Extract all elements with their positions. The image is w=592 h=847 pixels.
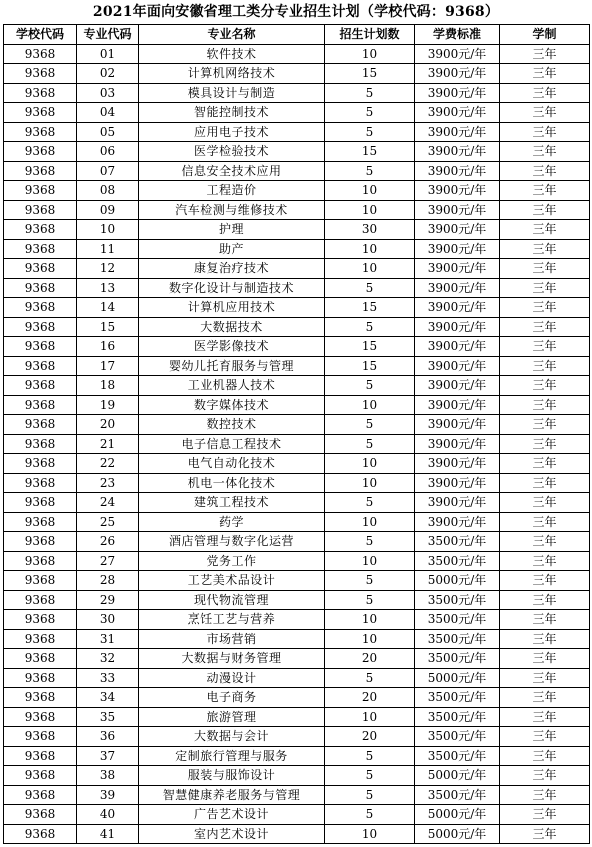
cell-plan-count: 5 [325,122,415,142]
cell-duration: 三年 [500,629,590,649]
table-row [4,532,590,552]
cell-tuition: 3900元/年 [415,103,500,123]
cell-plan-count: 10 [325,551,415,571]
cell-school-code: 9368 [4,629,77,649]
cell-major-name: 烹饪工艺与营养 [139,610,325,630]
cell-duration: 三年 [500,200,590,220]
cell-major-name: 酒店管理与数字化运营 [139,532,325,552]
cell-school-code: 9368 [4,200,77,220]
cell-major-name: 现代物流管理 [139,590,325,610]
table-row [4,727,590,747]
table-row [4,259,590,279]
cell-plan-count: 5 [325,805,415,825]
cell-school-code: 9368 [4,707,77,727]
cell-plan-count: 30 [325,220,415,240]
cell-tuition: 3900元/年 [415,415,500,435]
table-row [4,434,590,454]
cell-school-code: 9368 [4,649,77,669]
cell-duration: 三年 [500,317,590,337]
cell-school-code: 9368 [4,473,77,493]
cell-major-name: 机电一体化技术 [139,473,325,493]
table-row [4,473,590,493]
table-row [4,805,590,825]
cell-major-code: 21 [77,434,139,454]
cell-school-code: 9368 [4,824,77,844]
cell-school-code: 9368 [4,688,77,708]
cell-major-code: 20 [77,415,139,435]
cell-duration: 三年 [500,239,590,259]
cell-duration: 三年 [500,688,590,708]
cell-tuition: 3900元/年 [415,220,500,240]
cell-major-name: 工业机器人技术 [139,376,325,396]
cell-school-code: 9368 [4,785,77,805]
cell-major-code: 33 [77,668,139,688]
cell-duration: 三年 [500,571,590,591]
table-row [4,161,590,181]
cell-major-name: 电气自动化技术 [139,454,325,474]
cell-major-code: 34 [77,688,139,708]
cell-major-name: 汽车检测与维修技术 [139,200,325,220]
cell-tuition: 3500元/年 [415,532,500,552]
table-row [4,200,590,220]
cell-major-code: 11 [77,239,139,259]
cell-plan-count: 5 [325,766,415,786]
cell-school-code: 9368 [4,590,77,610]
cell-plan-count: 5 [325,161,415,181]
cell-major-code: 28 [77,571,139,591]
cell-school-code: 9368 [4,805,77,825]
cell-plan-count: 5 [325,571,415,591]
header-row [4,25,590,45]
cell-major-code: 17 [77,356,139,376]
cell-major-name: 计算机网络技术 [139,64,325,84]
cell-tuition: 3900元/年 [415,298,500,318]
cell-tuition: 3900元/年 [415,122,500,142]
cell-tuition: 5000元/年 [415,805,500,825]
cell-tuition: 3900元/年 [415,512,500,532]
cell-major-name: 室内艺术设计 [139,824,325,844]
cell-plan-count: 10 [325,512,415,532]
cell-school-code: 9368 [4,766,77,786]
cell-duration: 三年 [500,590,590,610]
table-row [4,688,590,708]
cell-plan-count: 10 [325,200,415,220]
table-row [4,395,590,415]
cell-major-name: 服装与服饰设计 [139,766,325,786]
cell-school-code: 9368 [4,727,77,747]
cell-major-name: 数控技术 [139,415,325,435]
cell-tuition: 5000元/年 [415,668,500,688]
table-header [4,25,590,45]
cell-school-code: 9368 [4,64,77,84]
cell-duration: 三年 [500,44,590,64]
cell-duration: 三年 [500,707,590,727]
cell-duration: 三年 [500,746,590,766]
cell-duration: 三年 [500,142,590,162]
cell-major-code: 03 [77,83,139,103]
cell-tuition: 3500元/年 [415,610,500,630]
cell-duration: 三年 [500,805,590,825]
table-row [4,142,590,162]
table-row [4,278,590,298]
cell-major-name: 电子商务 [139,688,325,708]
cell-major-name: 应用电子技术 [139,122,325,142]
cell-duration: 三年 [500,493,590,513]
cell-school-code: 9368 [4,278,77,298]
cell-major-name: 模具设计与制造 [139,83,325,103]
cell-plan-count: 5 [325,434,415,454]
cell-plan-count: 15 [325,356,415,376]
cell-duration: 三年 [500,824,590,844]
cell-major-code: 32 [77,649,139,669]
cell-major-name: 大数据与财务管理 [139,649,325,669]
cell-tuition: 3900元/年 [415,44,500,64]
table-row [4,707,590,727]
cell-school-code: 9368 [4,161,77,181]
cell-school-code: 9368 [4,44,77,64]
cell-major-code: 15 [77,317,139,337]
table-row [4,317,590,337]
cell-major-code: 08 [77,181,139,201]
cell-tuition: 3900元/年 [415,395,500,415]
cell-major-name: 旅游管理 [139,707,325,727]
cell-major-code: 25 [77,512,139,532]
table-row [4,571,590,591]
cell-plan-count: 15 [325,64,415,84]
cell-duration: 三年 [500,434,590,454]
cell-major-code: 01 [77,44,139,64]
table-row [4,785,590,805]
cell-school-code: 9368 [4,103,77,123]
cell-school-code: 9368 [4,142,77,162]
cell-plan-count: 5 [325,493,415,513]
cell-major-code: 13 [77,278,139,298]
cell-major-name: 建筑工程技术 [139,493,325,513]
cell-duration: 三年 [500,181,590,201]
cell-major-code: 07 [77,161,139,181]
cell-major-name: 电子信息工程技术 [139,434,325,454]
cell-major-name: 护理 [139,220,325,240]
cell-plan-count: 10 [325,610,415,630]
cell-plan-count: 5 [325,415,415,435]
cell-duration: 三年 [500,551,590,571]
cell-major-code: 37 [77,746,139,766]
cell-tuition: 3900元/年 [415,239,500,259]
table-row [4,590,590,610]
cell-tuition: 3500元/年 [415,688,500,708]
cell-major-name: 婴幼儿托育服务与管理 [139,356,325,376]
cell-plan-count: 10 [325,629,415,649]
cell-duration: 三年 [500,356,590,376]
cell-tuition: 3500元/年 [415,551,500,571]
cell-tuition: 3500元/年 [415,746,500,766]
cell-plan-count: 5 [325,668,415,688]
cell-tuition: 3500元/年 [415,629,500,649]
cell-plan-count: 5 [325,746,415,766]
cell-major-name: 康复治疗技术 [139,259,325,279]
table-row [4,512,590,532]
cell-major-name: 大数据与会计 [139,727,325,747]
cell-tuition: 3500元/年 [415,785,500,805]
cell-tuition: 3900元/年 [415,259,500,279]
cell-plan-count: 5 [325,376,415,396]
cell-plan-count: 20 [325,649,415,669]
table-row [4,376,590,396]
cell-major-code: 05 [77,122,139,142]
cell-plan-count: 10 [325,395,415,415]
cell-plan-count: 10 [325,181,415,201]
cell-school-code: 9368 [4,376,77,396]
cell-tuition: 3900元/年 [415,161,500,181]
cell-tuition: 3500元/年 [415,727,500,747]
cell-duration: 三年 [500,161,590,181]
table-body [4,44,590,844]
table-row [4,44,590,64]
cell-major-code: 04 [77,103,139,123]
cell-plan-count: 10 [325,707,415,727]
table-row [4,610,590,630]
cell-tuition: 3900元/年 [415,181,500,201]
table-row [4,83,590,103]
cell-duration: 三年 [500,122,590,142]
cell-plan-count: 5 [325,785,415,805]
cell-tuition: 5000元/年 [415,824,500,844]
cell-school-code: 9368 [4,532,77,552]
cell-major-code: 18 [77,376,139,396]
cell-tuition: 3900元/年 [415,337,500,357]
table-row [4,766,590,786]
cell-school-code: 9368 [4,239,77,259]
cell-tuition: 3900元/年 [415,473,500,493]
cell-major-code: 10 [77,220,139,240]
cell-duration: 三年 [500,512,590,532]
cell-tuition: 3500元/年 [415,649,500,669]
header-school-code: 学校代码 [4,25,77,45]
cell-school-code: 9368 [4,122,77,142]
table-row [4,103,590,123]
cell-major-name: 医学检验技术 [139,142,325,162]
cell-school-code: 9368 [4,220,77,240]
header-tuition: 学费标准 [415,25,500,45]
header-major-code: 专业代码 [77,25,139,45]
cell-plan-count: 5 [325,83,415,103]
cell-school-code: 9368 [4,551,77,571]
cell-major-code: 14 [77,298,139,318]
cell-school-code: 9368 [4,415,77,435]
cell-duration: 三年 [500,668,590,688]
cell-school-code: 9368 [4,668,77,688]
cell-plan-count: 5 [325,278,415,298]
cell-school-code: 9368 [4,317,77,337]
cell-school-code: 9368 [4,83,77,103]
cell-major-name: 党务工作 [139,551,325,571]
cell-major-code: 31 [77,629,139,649]
cell-plan-count: 20 [325,727,415,747]
cell-tuition: 3900元/年 [415,200,500,220]
cell-major-code: 38 [77,766,139,786]
cell-major-name: 智能控制技术 [139,103,325,123]
cell-tuition: 3900元/年 [415,434,500,454]
cell-major-name: 工程造价 [139,181,325,201]
cell-major-code: 36 [77,727,139,747]
cell-plan-count: 10 [325,44,415,64]
cell-tuition: 3900元/年 [415,64,500,84]
cell-major-code: 02 [77,64,139,84]
table-row [4,415,590,435]
cell-major-name: 市场营销 [139,629,325,649]
header-plan-count: 招生计划数 [325,25,415,45]
cell-tuition: 3900元/年 [415,376,500,396]
table-row [4,649,590,669]
header-major-name: 专业名称 [139,25,325,45]
table-row [4,454,590,474]
cell-major-code: 23 [77,473,139,493]
cell-duration: 三年 [500,415,590,435]
cell-duration: 三年 [500,395,590,415]
table-row [4,122,590,142]
table-row [4,337,590,357]
table-row [4,356,590,376]
cell-school-code: 9368 [4,746,77,766]
cell-duration: 三年 [500,337,590,357]
cell-school-code: 9368 [4,395,77,415]
cell-major-name: 助产 [139,239,325,259]
cell-major-code: 29 [77,590,139,610]
cell-tuition: 3900元/年 [415,83,500,103]
cell-school-code: 9368 [4,571,77,591]
cell-duration: 三年 [500,298,590,318]
enrollment-plan-table [3,24,590,844]
cell-tuition: 3900元/年 [415,356,500,376]
cell-major-code: 06 [77,142,139,162]
cell-school-code: 9368 [4,434,77,454]
cell-major-code: 19 [77,395,139,415]
cell-school-code: 9368 [4,298,77,318]
table-row [4,298,590,318]
table-row [4,746,590,766]
cell-major-name: 广告艺术设计 [139,805,325,825]
cell-duration: 三年 [500,103,590,123]
cell-plan-count: 10 [325,824,415,844]
cell-major-name: 信息安全技术应用 [139,161,325,181]
cell-duration: 三年 [500,610,590,630]
table-row [4,493,590,513]
cell-duration: 三年 [500,532,590,552]
cell-duration: 三年 [500,83,590,103]
table-row [4,668,590,688]
cell-tuition: 5000元/年 [415,766,500,786]
cell-tuition: 3900元/年 [415,142,500,162]
cell-duration: 三年 [500,220,590,240]
cell-duration: 三年 [500,785,590,805]
cell-major-name: 药学 [139,512,325,532]
cell-major-name: 数字化设计与制造技术 [139,278,325,298]
cell-major-name: 软件技术 [139,44,325,64]
cell-plan-count: 15 [325,142,415,162]
cell-tuition: 3900元/年 [415,317,500,337]
cell-school-code: 9368 [4,337,77,357]
cell-plan-count: 10 [325,454,415,474]
cell-tuition: 3900元/年 [415,454,500,474]
cell-tuition: 3500元/年 [415,590,500,610]
cell-duration: 三年 [500,473,590,493]
cell-plan-count: 10 [325,473,415,493]
cell-duration: 三年 [500,454,590,474]
cell-school-code: 9368 [4,512,77,532]
cell-major-code: 09 [77,200,139,220]
cell-duration: 三年 [500,376,590,396]
cell-major-name: 计算机应用技术 [139,298,325,318]
cell-plan-count: 5 [325,532,415,552]
cell-major-code: 24 [77,493,139,513]
cell-major-code: 26 [77,532,139,552]
cell-tuition: 3900元/年 [415,278,500,298]
cell-plan-count: 10 [325,239,415,259]
cell-school-code: 9368 [4,493,77,513]
document-title: 2021年面向安徽省理工类分专业招生计划（学校代码：9368） [92,4,500,20]
cell-school-code: 9368 [4,356,77,376]
cell-major-code: 22 [77,454,139,474]
cell-major-name: 定制旅行管理与服务 [139,746,325,766]
cell-duration: 三年 [500,278,590,298]
cell-duration: 三年 [500,766,590,786]
cell-tuition: 3900元/年 [415,493,500,513]
cell-tuition: 3500元/年 [415,707,500,727]
table-row [4,824,590,844]
cell-major-code: 12 [77,259,139,279]
cell-plan-count: 5 [325,317,415,337]
cell-major-name: 数字媒体技术 [139,395,325,415]
cell-major-code: 35 [77,707,139,727]
cell-plan-count: 15 [325,337,415,357]
cell-major-name: 智慧健康养老服务与管理 [139,785,325,805]
table-row [4,239,590,259]
cell-duration: 三年 [500,259,590,279]
cell-school-code: 9368 [4,259,77,279]
cell-plan-count: 5 [325,103,415,123]
cell-school-code: 9368 [4,181,77,201]
cell-school-code: 9368 [4,610,77,630]
cell-plan-count: 10 [325,259,415,279]
cell-major-code: 40 [77,805,139,825]
table-row [4,551,590,571]
cell-major-code: 41 [77,824,139,844]
table-row [4,629,590,649]
header-duration: 学制 [500,25,590,45]
table-row [4,181,590,201]
cell-major-name: 医学影像技术 [139,337,325,357]
cell-major-code: 39 [77,785,139,805]
cell-major-name: 大数据技术 [139,317,325,337]
table-row [4,220,590,240]
cell-plan-count: 15 [325,298,415,318]
cell-plan-count: 20 [325,688,415,708]
table-row [4,64,590,84]
cell-tuition: 5000元/年 [415,571,500,591]
cell-plan-count: 5 [325,590,415,610]
cell-major-code: 30 [77,610,139,630]
cell-duration: 三年 [500,64,590,84]
cell-major-name: 工艺美术品设计 [139,571,325,591]
cell-major-name: 动漫设计 [139,668,325,688]
cell-major-code: 16 [77,337,139,357]
cell-major-code: 27 [77,551,139,571]
cell-duration: 三年 [500,649,590,669]
cell-duration: 三年 [500,727,590,747]
cell-school-code: 9368 [4,454,77,474]
